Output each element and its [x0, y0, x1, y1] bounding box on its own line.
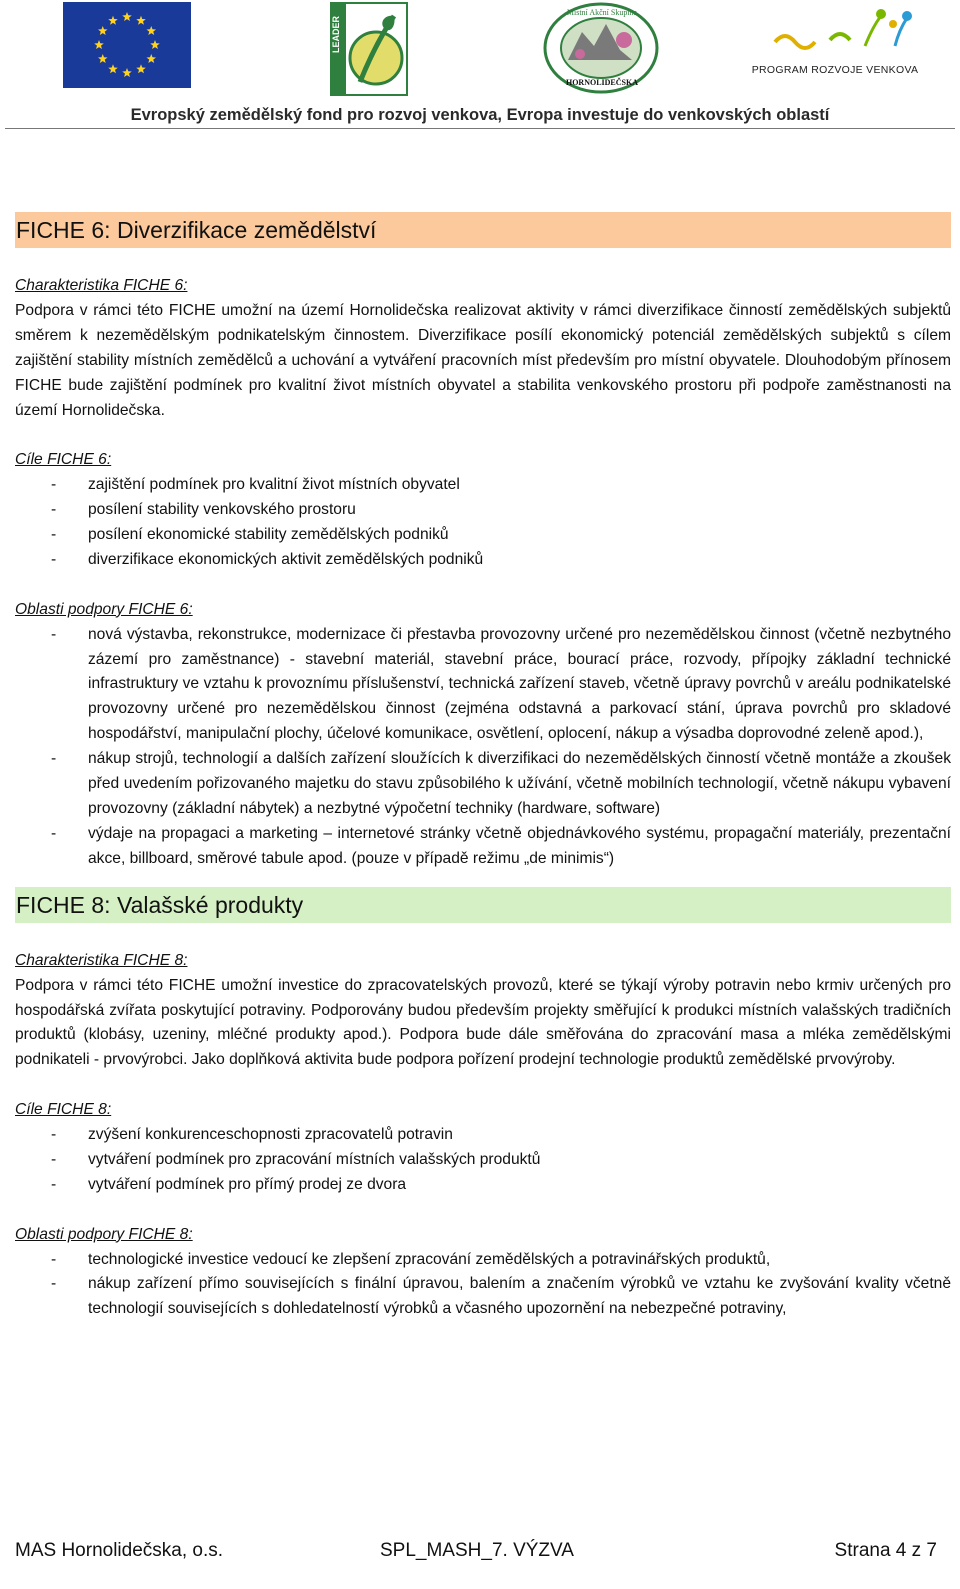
- eu-star-icon: [122, 68, 132, 77]
- list-item: - nová výstavba, rekonstrukce, modernizace či přestavba provozovny určené pro nezemědělskou činnost (včetně nezbytného zázemí pro zaměstnance) - stavební materiál, stavební práce, bourací práce, rozvody, přípojky základní technické infrastruktury ve vztahu k provoznímu příslušenství, technická zařízení staveb, včetně úpravy povrchů v areálu podnikatelské provozovny určené pro nezemědělskou činnost (zejména odstavná a parkovací stání, úprava povrchů pro skladové hospodářství, manipulační plochy, účelové komunikace, osvětlení, oplocení, nákup a výsadba doprovodné zeleně apod.),: [51, 625, 951, 743]
- footer-document-id: SPL_MASH_7. VÝZVA: [380, 1540, 574, 1561]
- fiche8-char-text: Podpora v rámci této FICHE umožní investice do zpracovatelských provozů, které se týkají výroby potravin nebo krmiv určených pro hospodářská zvířata poskytující potraviny. Podporovány budou především projekty směřující k produkci místních valašských tradičních produktů (klobásy, uzeniny, mléčné produkty apod.). Podpora bude dále směřována do zpracování masa a mléka zemědělskými podnikateli - prvovýrobci. Jako doplňková aktivita bude podpora pořízení prodejní technologie produktů zemědělské prvovýroby.: [15, 976, 951, 1069]
- footer-page-number: Strana 4 z 7: [834, 1540, 937, 1561]
- fiche6-char-text: Podpora v rámci této FICHE umožní na území Hornolidečska realizovat aktivity v rámci diverzifikace činností zemědělských subjektů směrem k nezemědělským podnikatelským činnostem. Diverzifikace posílí ekonomický potenciál zemědělských subjektů s cílem zajištění stability místních zemědělců a uchování a vytváření pracovních míst především pro místní obyvatele. Dlouhodobým přínosem FICHE bude zajištění podmínek pro kvalitní život místních obyvatel a stabilita venkovského prostoru při podpoře zaměstnanosti na území Hornolidečska.: [15, 301, 951, 419]
- list-item: - technologické investice vedoucí ke zlepšení zpracování zemědělských a potravinářských produktů,: [51, 1250, 771, 1268]
- list-item: - posílení stability venkovského prostoru: [51, 501, 356, 519]
- list-item: - vytváření podmínek pro přímý prodej ze dvora: [51, 1175, 407, 1193]
- header-tagline: Evropský zemědělský fond pro rozvoj venkova, Evropa investuje do venkovských oblastí: [130, 106, 830, 124]
- fiche6-goals-list: [15, 473, 951, 573]
- eu-star-icon: [136, 64, 146, 73]
- mas-logo-text-top: Místní Akční Skupina: [566, 8, 638, 17]
- fiche8-title: FICHE 8: Valašské produkty: [15, 887, 951, 923]
- eu-star-icon: [146, 54, 156, 63]
- fiche6-title: FICHE 6: Diverzifikace zemědělství: [15, 212, 951, 248]
- list-item: - nákup zařízení přímo souvisejících s finální úpravou, balením a značením výrobků ve vztahu ke zvyšování kvality včetně technologií souvisejících s dohledatelností výrobků a včasného upozornění na nebezpečné potraviny,: [51, 1275, 951, 1318]
- eu-star-icon: [98, 54, 108, 63]
- list-item: - zajištění podmínek pro kvalitní život místních obyvatel: [51, 476, 460, 494]
- eu-star-icon: [108, 16, 118, 25]
- leader-logo: [330, 2, 408, 96]
- list-item: - nákup strojů, technologií a dalších zařízení sloužících k diverzifikaci do nezemědělských činností včetně montáže a zkoušek před uvedením pořizovaného majetku do stavu způsobilého k užívání, včetně mobilních technologií, včetně nákupu vybavení provozovny (základní nábytek) a nezbytné výpočetní techniky (hardware, software): [51, 750, 951, 817]
- fiche6-areas-list: [15, 623, 951, 872]
- program-rozvoje-venkova-logo: [735, 2, 935, 86]
- fiche6-areas-label: Oblasti podpory FICHE 6:: [15, 600, 193, 618]
- fiche8-goals-label: Cíle FICHE 8:: [15, 1101, 112, 1119]
- mas-logo-text-bottom: HORNOLIDEČSKA: [565, 78, 638, 87]
- eu-flag-logo: [63, 2, 191, 88]
- eu-star-icon: [136, 16, 146, 25]
- eu-star-icon: [108, 64, 118, 73]
- document-body: [15, 212, 951, 1322]
- fiche8-char-label: Charakteristika FICHE 8:: [15, 951, 188, 969]
- list-item: - výdaje na propagaci a marketing – internetové stránky včetně objednávkového systému, propagační materiály, prezentační akce, billboard, směrové tabule apod. (pouze v případě režimu „de minimis“): [51, 824, 951, 867]
- eu-star-icon: [98, 26, 108, 35]
- eu-star-icon: [150, 40, 160, 49]
- page-footer: [15, 1540, 937, 1570]
- eu-stars-icon: [63, 2, 191, 88]
- eu-star-icon: [94, 40, 104, 49]
- leader-logo-text: LEADER: [331, 16, 341, 54]
- fiche8-areas-label: Oblasti podpory FICHE 8:: [15, 1225, 193, 1243]
- fiche8-goals-list: [15, 1123, 951, 1198]
- mas-hornolideska-logo: [540, 2, 662, 94]
- footer-organization: MAS Hornolidečska, o.s.: [15, 1540, 224, 1561]
- fiche6-char-label: Charakteristika FICHE 6:: [15, 277, 188, 294]
- list-item: - posílení ekonomické stability zemědělských podniků: [51, 526, 449, 544]
- prv-caption: PROGRAM ROZVOJE VENKOVA: [751, 64, 919, 76]
- eu-star-icon: [122, 12, 132, 21]
- list-item: - diverzifikace ekonomických aktivit zemědělských podniků: [51, 550, 484, 568]
- eu-star-icon: [146, 26, 156, 35]
- header-divider: [5, 128, 955, 129]
- page-header: [0, 0, 960, 132]
- fiche8-areas-list: [15, 1248, 951, 1323]
- list-item: - zvýšení konkurenceschopnosti zpracovatelů potravin: [51, 1126, 453, 1144]
- fiche6-goals-label: Cíle FICHE 6:: [15, 451, 112, 469]
- list-item: - vytváření podmínek pro zpracování místních valašských produktů: [51, 1150, 541, 1168]
